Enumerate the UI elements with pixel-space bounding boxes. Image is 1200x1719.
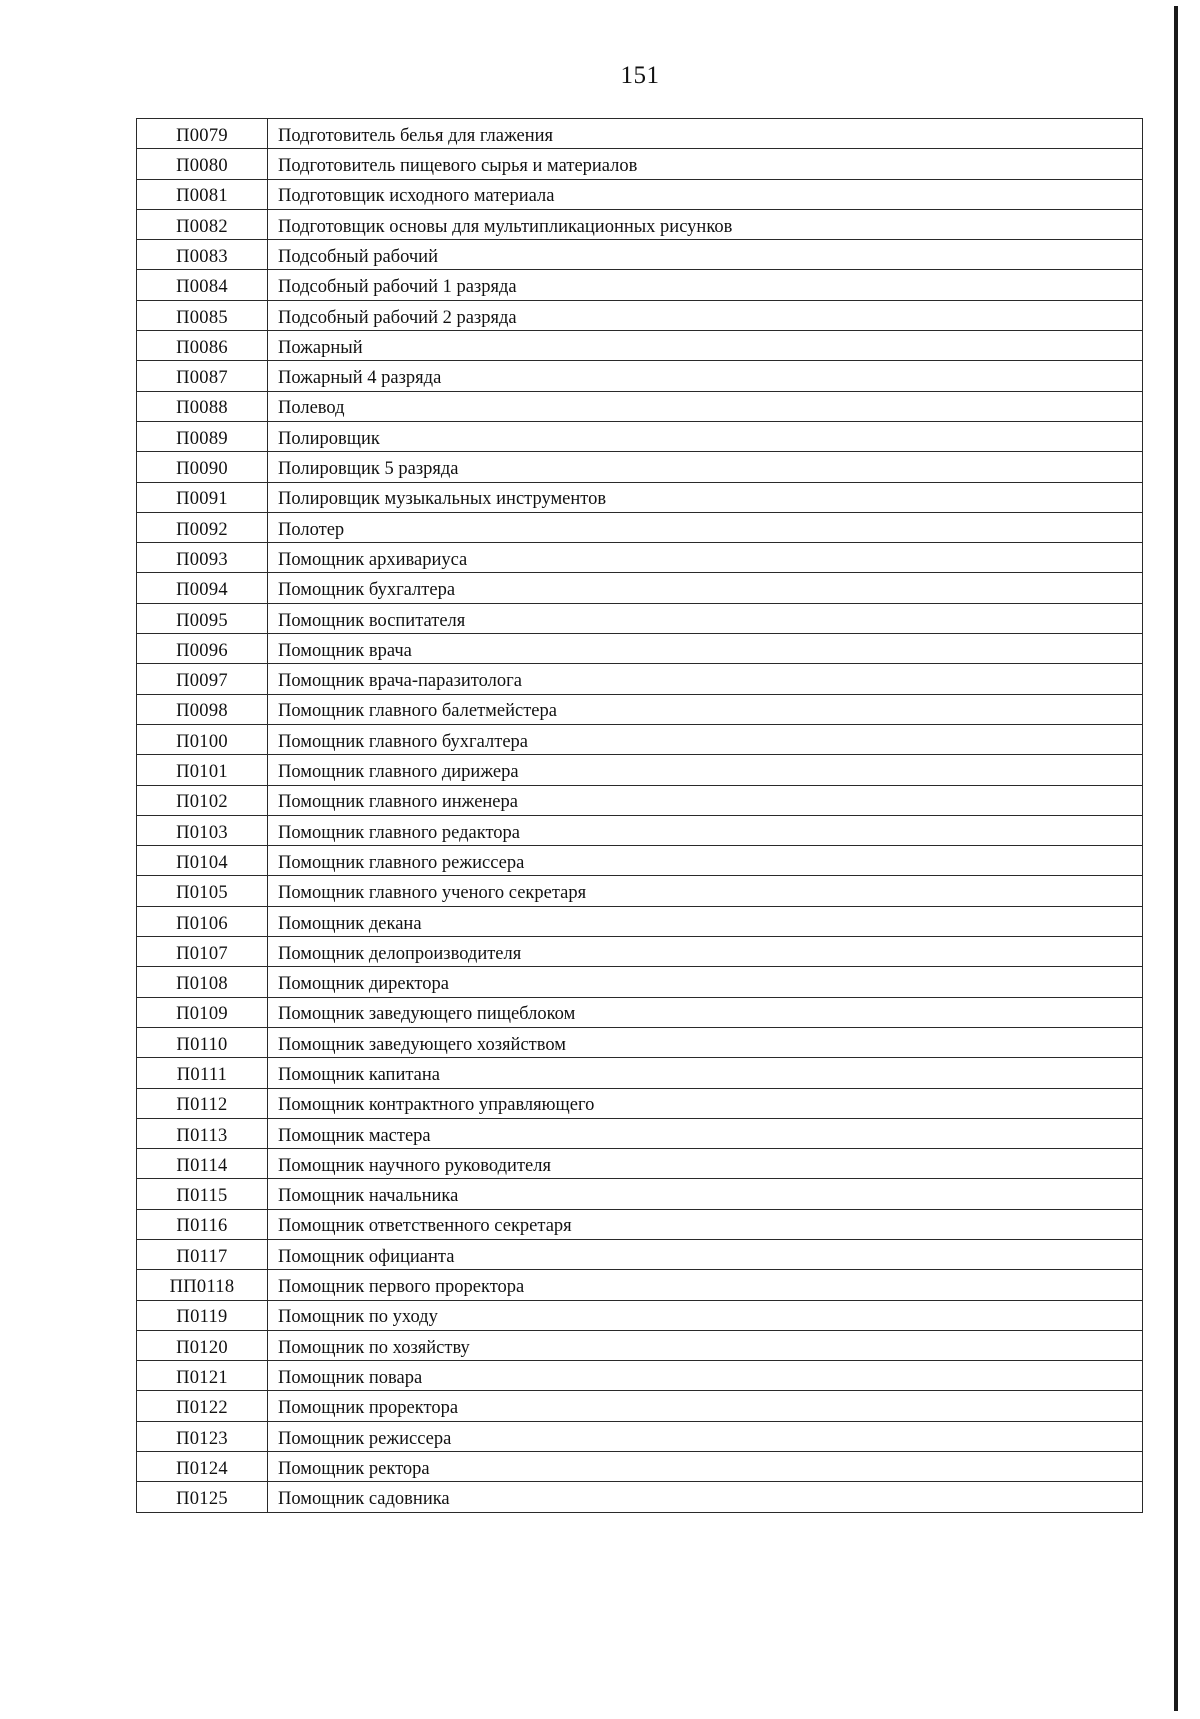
occupation-code-cell: ПП0118 [137,1270,268,1300]
occupation-name-cell: Помощник архивариуса [268,543,1143,573]
table-row [137,967,1143,997]
table-row [137,1270,1143,1300]
occupation-name-cell: Помощник врача-паразитолога [268,664,1143,694]
occupation-name-cell: Помощник капитана [268,1058,1143,1088]
occupation-code-cell: П0098 [137,694,268,724]
occupation-code-cell: П0111 [137,1058,268,1088]
table-row [137,1088,1143,1118]
occupation-code-cell: П0122 [137,1391,268,1421]
table-row [137,724,1143,754]
table-row [137,543,1143,573]
occupation-code-cell: П0092 [137,512,268,542]
occupation-code-cell: П0107 [137,937,268,967]
occupation-code-cell: П0120 [137,1330,268,1360]
table-row [137,179,1143,209]
occupation-name-cell: Помощник бухгалтера [268,573,1143,603]
occupation-name-cell: Помощник по уходу [268,1300,1143,1330]
occupation-code-cell: П0105 [137,876,268,906]
table-row [137,755,1143,785]
occupation-code-cell: П0095 [137,603,268,633]
occupation-name-cell: Помощник проректора [268,1391,1143,1421]
occupation-code-cell: П0124 [137,1452,268,1482]
occupation-code-cell: П0086 [137,331,268,361]
table-row [137,1391,1143,1421]
table-body [137,119,1143,1513]
table-row [137,452,1143,482]
occupation-code-cell: П0088 [137,391,268,421]
occupation-name-cell: Полировщик музыкальных инструментов [268,482,1143,512]
occupation-code-cell: П0101 [137,755,268,785]
occupation-name-cell: Помощник научного руководителя [268,1149,1143,1179]
occupation-name-cell: Помощник ответственного секретаря [268,1209,1143,1239]
table-row [137,603,1143,633]
occupation-code-cell: П0097 [137,664,268,694]
occupation-name-cell: Помощник главного бухгалтера [268,724,1143,754]
occupation-name-cell: Полотер [268,512,1143,542]
occupation-name-cell: Помощник мастера [268,1118,1143,1148]
occupation-code-cell: П0110 [137,1027,268,1057]
occupation-code-cell: П0084 [137,270,268,300]
table-row [137,270,1143,300]
occupation-code-cell: П0079 [137,119,268,149]
table-row [137,634,1143,664]
occupation-name-cell: Подсобный рабочий [268,240,1143,270]
table-row [137,209,1143,239]
occupation-name-cell: Помощник по хозяйству [268,1330,1143,1360]
occupation-name-cell: Помощник начальника [268,1179,1143,1209]
occupation-code-cell: П0091 [137,482,268,512]
occupation-name-cell: Подготовщик исходного материала [268,179,1143,209]
occupation-name-cell: Помощник контрактного управляющего [268,1088,1143,1118]
occupation-code-cell: П0104 [137,846,268,876]
table-row [137,694,1143,724]
table-row [137,846,1143,876]
table-row [137,1239,1143,1269]
table-row [137,331,1143,361]
occupation-name-cell: Помощник главного дирижера [268,755,1143,785]
occupation-name-cell: Подготовитель белья для глажения [268,119,1143,149]
occupation-name-cell: Помощник делопроизводителя [268,937,1143,967]
occupation-name-cell: Помощник воспитателя [268,603,1143,633]
occupation-code-cell: П0117 [137,1239,268,1269]
occupation-name-cell: Помощник садовника [268,1482,1143,1512]
occupation-code-cell: П0082 [137,209,268,239]
occupation-code-cell: П0115 [137,1179,268,1209]
table-row [137,1058,1143,1088]
occupation-code-cell: П0116 [137,1209,268,1239]
occupation-name-cell: Полировщик 5 разряда [268,452,1143,482]
occupation-name-cell: Помощник главного инженера [268,785,1143,815]
occupation-name-cell: Помощник главного режиссера [268,846,1143,876]
occupation-code-cell: П0102 [137,785,268,815]
occupation-code-cell: П0081 [137,179,268,209]
occupation-code-cell: П0083 [137,240,268,270]
table-row [137,482,1143,512]
occupation-name-cell: Помощник главного ученого секретаря [268,876,1143,906]
table-row [137,785,1143,815]
occupation-code-cell: П0108 [137,967,268,997]
occupation-code-cell: П0112 [137,1088,268,1118]
table-row [137,149,1143,179]
occupation-name-cell: Помощник декана [268,906,1143,936]
table-row [137,240,1143,270]
occupation-code-cell: П0080 [137,149,268,179]
table-row [137,815,1143,845]
occupation-code-cell: П0100 [137,724,268,754]
occupation-code-cell: П0103 [137,815,268,845]
occupation-name-cell: Полировщик [268,421,1143,451]
table-row [137,1482,1143,1512]
occupation-code-cell: П0090 [137,452,268,482]
occupation-code-cell: П0106 [137,906,268,936]
occupation-code-cell: П0114 [137,1149,268,1179]
table-row [137,300,1143,330]
table-row [137,906,1143,936]
table-row [137,421,1143,451]
occupation-code-cell: П0125 [137,1482,268,1512]
occupation-code-cell: П0089 [137,421,268,451]
occupation-code-cell: П0119 [137,1300,268,1330]
occupation-name-cell: Помощник ректора [268,1452,1143,1482]
occupation-code-cell: П0113 [137,1118,268,1148]
occupation-name-cell: Помощник официанта [268,1239,1143,1269]
table-row [137,876,1143,906]
occupation-code-cell: П0093 [137,543,268,573]
occupation-code-cell: П0085 [137,300,268,330]
table-row [137,1421,1143,1451]
occupation-code-cell: П0121 [137,1361,268,1391]
table-row [137,1179,1143,1209]
occupation-name-cell: Пожарный [268,331,1143,361]
table-row [137,664,1143,694]
table-row [137,1452,1143,1482]
occupation-code-cell: П0109 [137,997,268,1027]
table-row [137,1209,1143,1239]
occupation-name-cell: Подготовитель пищевого сырья и материалов [268,149,1143,179]
occupation-name-cell: Помощник директора [268,967,1143,997]
occupation-name-cell: Подсобный рабочий 2 разряда [268,300,1143,330]
table-row [137,1027,1143,1057]
occupation-name-cell: Помощник режиссера [268,1421,1143,1451]
occupation-name-cell: Пожарный 4 разряда [268,361,1143,391]
table-row [137,1330,1143,1360]
occupation-name-cell: Подсобный рабочий 1 разряда [268,270,1143,300]
table-row [137,391,1143,421]
occupation-code-cell: П0087 [137,361,268,391]
occupation-name-cell: Полевод [268,391,1143,421]
table-row [137,512,1143,542]
table-row [137,1118,1143,1148]
occupation-code-cell: П0123 [137,1421,268,1451]
table-row [137,1300,1143,1330]
occupation-name-cell: Помощник повара [268,1361,1143,1391]
table-row [137,1361,1143,1391]
occupation-name-cell: Помощник главного редактора [268,815,1143,845]
occupation-code-table [136,118,1143,1513]
table-row [137,573,1143,603]
occupation-name-cell: Помощник заведующего пищеблоком [268,997,1143,1027]
occupation-name-cell: Помощник первого проректора [268,1270,1143,1300]
table-row [137,997,1143,1027]
table-row [137,361,1143,391]
occupation-code-cell: П0096 [137,634,268,664]
occupation-name-cell: Подготовщик основы для мультипликационных рисунков [268,209,1143,239]
occupation-name-cell: Помощник заведующего хозяйством [268,1027,1143,1057]
page-number: 151 [620,62,660,89]
table-row [137,937,1143,967]
table-row [137,1149,1143,1179]
table-row [137,119,1143,149]
occupation-code-cell: П0094 [137,573,268,603]
occupation-name-cell: Помощник врача [268,634,1143,664]
occupation-name-cell: Помощник главного балетмейстера [268,694,1143,724]
